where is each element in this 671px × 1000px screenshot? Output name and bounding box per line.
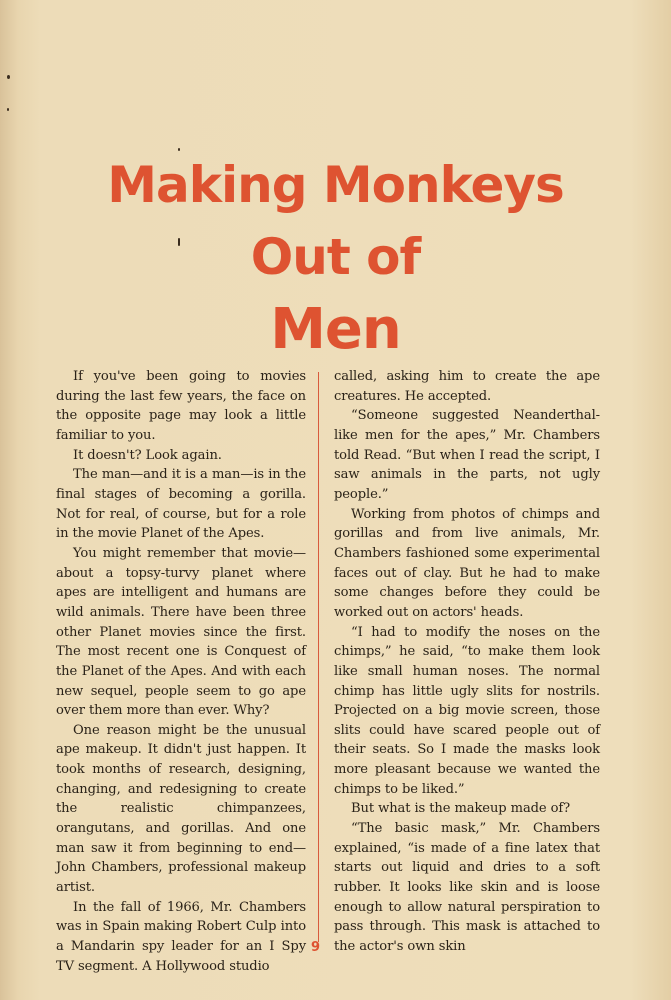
speck-mark [7, 108, 9, 111]
paragraph: It doesn't? Look again. [73, 447, 222, 463]
paragraph: You might remember that movie—about a topsy-turvy planet where apes are intelligent and humans are wild animals. There have been three other Planet movies since the first. The most recent one is Conquest of the Planet of the Apes. And with each new sequel, people seem to go ape over them more than ever. Why? [56, 545, 306, 719]
article-title-line-1: Making Monkeys [107, 156, 564, 214]
paragraph: “I had to modify the noses on the chimps,” he said, “to make them look like small human noses. The normal chimp has little ugly slits for nostrils. Projected on a big movie screen, those slits could have scared people out of their seats. So I made the masks look more pleasant because we wanted the chimps to be liked.” [334, 624, 600, 797]
left-text-column [56, 367, 306, 974]
paragraph: Working from photos of chimps and gorillas and from live animals, Mr. Chambers fashioned some experimental faces out of clay. But he had to make some changes before they could be worked out on actors' heads. [334, 506, 600, 620]
paragraph: “The basic mask,” Mr. Chambers explained, “is made of a fine latex that starts out liquid and dries to a soft rubber. It looks like skin and is loose enough to allow natural perspiration to pass through. This mask is attached to the actor's own skin [334, 821, 600, 955]
column-divider [318, 372, 319, 942]
paragraph: In the fall of 1966, Mr. Chambers was in Spain making Robert Culp into a Mandarin spy leader for an I Spy TV segment. A Hollywood studio [56, 899, 306, 974]
paragraph: But what is the makeup made of? [351, 801, 571, 817]
paragraph: “Someone suggested Neanderthal-like men for the apes,” Mr. Chambers told Read. “But when I read the script, I saw animals in the parts, not ugly people.” [334, 408, 600, 502]
paragraph: If you've been going to movies during the last few years, the face on the opposite page may look a little familiar to you. [56, 369, 306, 443]
page-number: 9 [310, 940, 321, 955]
article-title-line-3: Men [270, 297, 401, 362]
article-title-line-2: Out of [250, 228, 421, 286]
paragraph: called, asking him to create the ape creatures. He accepted. [334, 369, 600, 404]
paragraph: The man—and it is a man—is in the final stages of becoming a gorilla. Not for real, of course, but for a role in the movie Planet of the Apes. [56, 467, 306, 542]
speck-mark [7, 75, 10, 79]
right-text-column [334, 367, 600, 955]
paragraph: One reason might be the unusual ape makeup. It didn't just happen. It took months of research, designing, changing, and redesigning to create the realistic chimpanzees, orangutans, and gorillas. And one man saw it from beginning to end—John Chambers, professional makeup artist. [56, 722, 306, 896]
